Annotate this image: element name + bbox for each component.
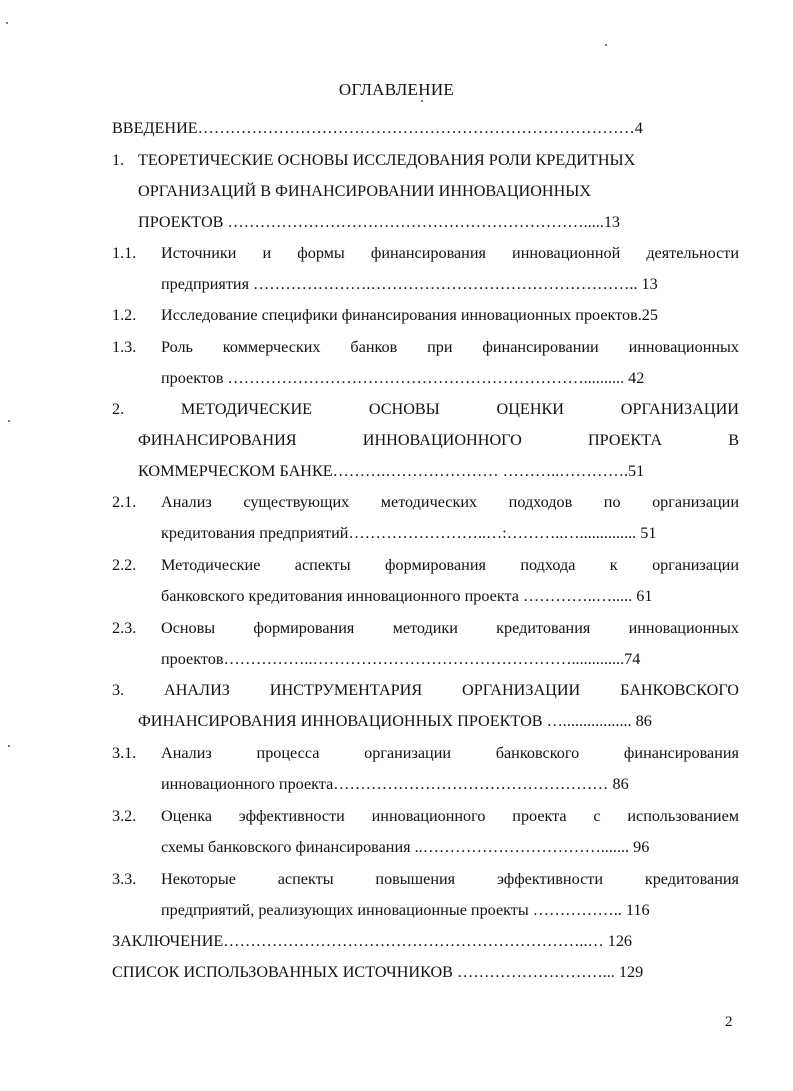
scan-speck — [6, 22, 8, 24]
toc-section-3-1-line-1: Анализ процесса организации банковского финансирования — [161, 744, 739, 762]
toc-chapter-2-line-2: ФИНАНСИРОВАНИЯ ИННОВАЦИОННОГО ПРОЕКТА В — [138, 431, 739, 449]
toc-section-1-2-number: 1.2. — [112, 306, 137, 324]
toc-section-3-3-number: 3.3. — [112, 870, 137, 888]
toc-section-2-3-line-1: Основы формирования методики кредитования инновационных — [161, 619, 739, 637]
toc-chapter-2-line-1: 2. МЕТОДИЧЕСКИЕ ОСНОВЫ ОЦЕНКИ ОРГАНИЗАЦИИ — [112, 400, 739, 418]
toc-section-1-1-line-1: Источники и формы финансирования инновационной деятельности — [161, 244, 739, 262]
toc-entry-sources: СПИСОК ИСПОЛЬЗОВАННЫХ ИСТОЧНИКОВ ………………………... 129 — [112, 963, 644, 981]
toc-section-3-1-line-2: инновационного проекта…………………………………………… 86 — [161, 775, 629, 793]
scan-speck — [605, 44, 607, 46]
toc-entry-intro: ВВЕДЕНИЕ………………………………………………………………………4 — [112, 119, 643, 137]
toc-section-3-2-line-1: Оценка эффективности инновационного проекта с использованием — [161, 807, 739, 825]
toc-section-2-1-number: 2.1. — [112, 493, 137, 511]
toc-entry-conclusion: ЗАКЛЮЧЕНИЕ…………………………………………………………..… 126 — [112, 932, 633, 950]
toc-section-3-2-line-2: схемы банковского финансирования ..……………………………....... 96 — [161, 838, 650, 856]
toc-section-3-2-number: 3.2. — [112, 807, 137, 825]
toc-chapter-3-line-2: ФИНАНСИРОВАНИЯ ИННОВАЦИОННЫХ ПРОЕКТОВ …................. 86 — [138, 712, 652, 730]
page-number: 2 — [725, 1014, 733, 1030]
toc-section-1-3-line-1: Роль коммерческих банков при финансировании инновационных — [161, 338, 739, 356]
scan-speck — [8, 745, 10, 747]
toc-section-1-1-line-2: предприятия ………………….………………………………………….. 13 — [161, 275, 658, 293]
toc-section-2-3-line-2: проектов……………..………………………………………….............74 — [161, 650, 641, 668]
toc-section-2-1-line-1: Анализ существующих методических подходов по организации — [161, 493, 739, 511]
toc-section-3-3-line-2: предприятий, реализующих инновационные проекты …………….. 116 — [161, 901, 650, 919]
toc-section-1-1-number: 1.1. — [112, 244, 137, 262]
scan-speck — [8, 420, 10, 422]
toc-chapter-1-number: 1. — [112, 151, 125, 169]
toc-section-1-3-line-2: проектов ………………………………………………………….......... 42 — [161, 369, 645, 387]
toc-section-1-2-line-1: Исследование специфики финансирования инновационных проектов.25 — [161, 306, 658, 324]
toc-section-2-2-number: 2.2. — [112, 556, 137, 574]
toc-section-1-3-number: 1.3. — [112, 338, 137, 356]
toc-section-2-2-line-1: Методические аспекты формирования подхода к организации — [161, 556, 739, 574]
scan-speck — [421, 100, 423, 102]
toc-chapter-2-line-3: КОММЕРЧЕСКОМ БАНКЕ……….………………… ………..………….51 — [138, 462, 645, 480]
toc-section-2-3-number: 2.3. — [112, 619, 137, 637]
toc-chapter-1-line-3: ПРОЕКТОВ ………………………………………………………….....13 — [138, 213, 621, 231]
toc-chapter-1-line-1: ТЕОРЕТИЧЕСКИЕ ОСНОВЫ ИССЛЕДОВАНИЯ РОЛИ КРЕДИТНЫХ — [138, 151, 636, 169]
page-title: ОГЛАВЛЕНИЕ — [338, 80, 455, 99]
toc-section-3-3-line-1: Некоторые аспекты повышения эффективности кредитования — [161, 870, 739, 888]
toc-section-2-1-line-2: кредитования предприятий……………………..…:………..….............. 51 — [161, 524, 657, 542]
toc-section-2-2-line-2: банковского кредитования инновационного проекта …………..…..... 61 — [161, 587, 653, 605]
toc-chapter-1-line-2: ОРГАНИЗАЦИЙ В ФИНАНСИРОВАНИИ ИННОВАЦИОННЫХ — [138, 182, 592, 200]
toc-chapter-3-line-1: 3. АНАЛИЗ ИНСТРУМЕНТАРИЯ ОРГАНИЗАЦИИ БАНКОВСКОГО — [112, 681, 739, 699]
toc-section-3-1-number: 3.1. — [112, 744, 137, 762]
